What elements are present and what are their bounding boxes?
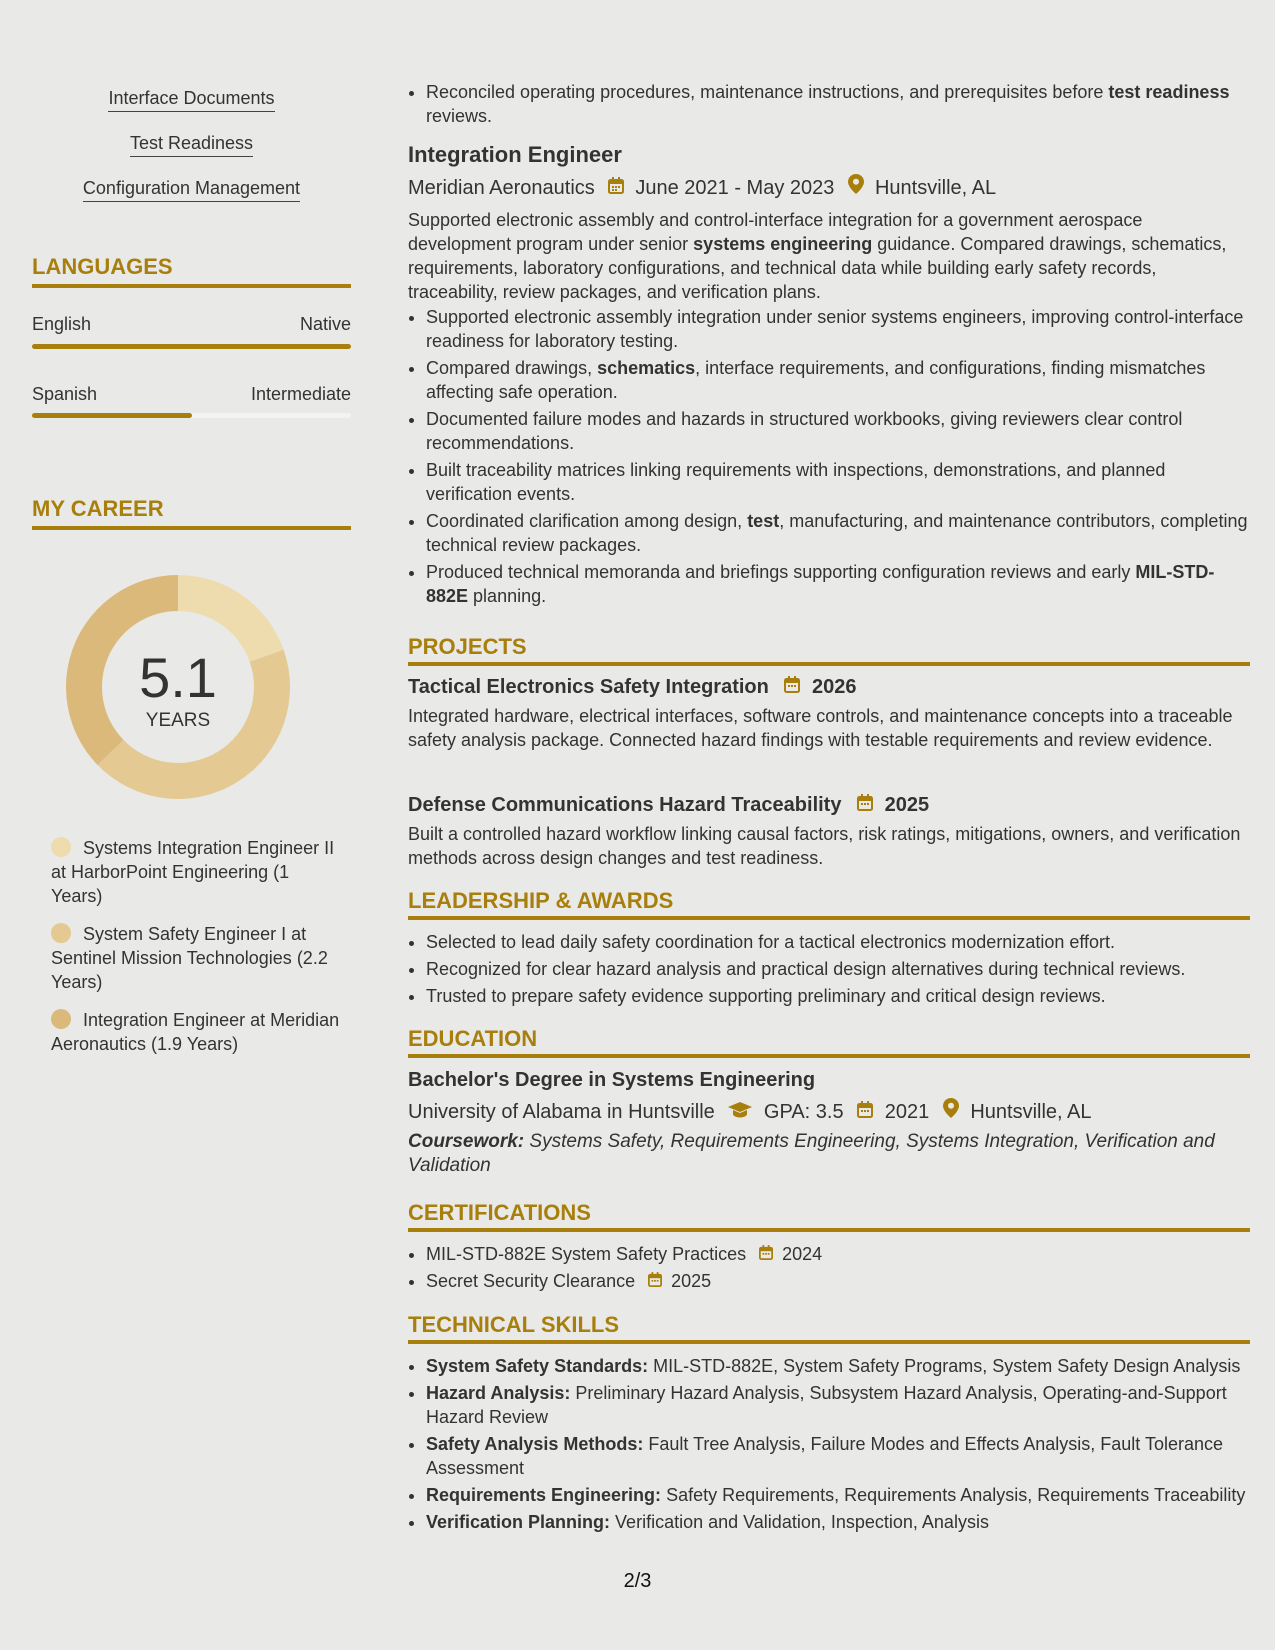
job-summary [408, 208, 1250, 304]
calendar-icon [857, 794, 873, 816]
skill-value: Preliminary Hazard Analysis, Subsystem Hazard Analysis, Operating-and-Support Hazard Review [426, 1383, 1227, 1427]
list-item [426, 509, 1250, 557]
list-item [426, 560, 1250, 608]
page-number: 2/3 [623, 1570, 652, 1592]
language-level: Native [299, 314, 351, 334]
project-title-row [408, 794, 1250, 817]
education-heading: EDUCATION [408, 1026, 1250, 1058]
bullet-text: Produced technical memoranda and briefings supporting configuration reviews and early [426, 562, 1136, 582]
link-list [32, 88, 351, 223]
bullet-text: reviews. [426, 106, 493, 126]
skill-label: System Safety Standards: [426, 1356, 649, 1376]
career-legend-item [51, 922, 341, 994]
project-title: Tactical Electronics Safety Integration [408, 676, 769, 698]
bullet-bold: test [747, 511, 780, 531]
project-entry [408, 794, 1250, 870]
languages-heading: LANGUAGES [32, 254, 351, 288]
certifications-heading: CERTIFICATIONS [408, 1200, 1250, 1232]
coursework-list: Systems Safety, Requirements Engineering, Systems Integration, Verification and Validation [408, 1131, 1215, 1176]
coursework [408, 1130, 1250, 1178]
list-item [426, 356, 1250, 404]
list-item: • Built traceability matrices linking requirements with inspections, demonstrations, and planned verification events. [426, 458, 1250, 506]
school-name: University of Alabama in Huntsville [408, 1101, 715, 1123]
skill-label: Verification Planning: [426, 1512, 611, 1532]
bullet-text: Compared drawings, [426, 358, 598, 378]
education-meta [408, 1098, 1250, 1124]
school-location: Huntsville, AL [970, 1101, 1092, 1123]
list-item: • Selected to lead daily safety coordination for a tactical electronics modernization effort. [426, 930, 1268, 954]
job-entry [408, 142, 1250, 611]
career-total-years: 5.1 [139, 646, 217, 709]
skill-label: Requirements Engineering: [426, 1485, 662, 1505]
graduation-year: 2021 [884, 1101, 930, 1123]
bullet-text: Coordinated clarification among design, [426, 511, 748, 531]
language-bar-english [32, 344, 351, 349]
skill-value: Safety Requirements, Requirements Analysis, Requirements Traceability [666, 1485, 1246, 1505]
list-item [426, 1242, 1268, 1266]
carry-over-bullets [408, 80, 1268, 131]
gpa: GPA: 3.5 [763, 1101, 844, 1123]
list-item [426, 1510, 1268, 1534]
link-configuration-management[interactable]: Configuration Management [83, 178, 300, 202]
project-entry [408, 676, 1250, 752]
calendar-icon [784, 676, 800, 698]
link-test-readiness[interactable]: Test Readiness [130, 133, 253, 157]
location-pin-icon [943, 1102, 959, 1122]
career-heading: MY CAREER [32, 496, 351, 530]
summary-text: Supported electronic assembly and control-interface integration for a government aerospace development program under senior [408, 210, 1143, 254]
legend-dot [51, 837, 71, 857]
calendar-icon [857, 1102, 873, 1122]
graduation-cap-icon [728, 1102, 752, 1122]
list-item: • Supported electronic assembly integration under senior systems engineers, improving control-interface readiness for laboratory testing. [426, 305, 1250, 353]
career-legend-label: System Safety Engineer I at Sentinel Mission Technologies (2.2 Years) [51, 924, 328, 992]
list-item [426, 1269, 1268, 1293]
location-pin-icon [848, 178, 869, 198]
skills-list [408, 1354, 1268, 1537]
certifications-list [408, 1242, 1268, 1296]
certification-name: Secret Security Clearance [426, 1271, 636, 1291]
career-legend-item [51, 1008, 341, 1056]
skills-heading: TECHNICAL SKILLS [408, 1312, 1250, 1344]
skill-value: Verification and Validation, Inspection, Analysis [615, 1512, 989, 1532]
project-year: 2026 [811, 676, 857, 698]
bullet-text: , interface requirements, and configurations, finding mismatches affecting safe operation. [426, 358, 1206, 402]
calendar-icon [759, 1244, 773, 1264]
job-dates: June 2021 - May 2023 [635, 177, 835, 199]
language-row-spanish [32, 384, 351, 405]
project-title: Defense Communications Hazard Traceability [408, 794, 842, 816]
legend-dot [51, 1009, 71, 1029]
list-item: • Trusted to prepare safety evidence supporting preliminary and critical design reviews. [426, 984, 1268, 1008]
project-title-row [408, 676, 1250, 699]
job-location: Huntsville, AL [874, 177, 997, 199]
job-company: Meridian Aeronautics [408, 177, 595, 199]
list-item [426, 1432, 1268, 1480]
language-name: English [32, 314, 92, 334]
project-description: Built a controlled hazard workflow linking causal factors, risk ratings, mitigations, owners, and verification methods across design changes and test readiness. [408, 824, 1241, 868]
education-entry [408, 1069, 1250, 1178]
project-year: 2025 [884, 794, 930, 816]
calendar-icon [608, 178, 629, 198]
bullet-bold: test readiness [1108, 82, 1230, 102]
list-item [426, 1483, 1268, 1507]
bullet-text: , manufacturing, and maintenance contributors, completing technical review packages. [426, 511, 1248, 555]
job-meta [408, 174, 1250, 200]
projects-heading: PROJECTS [408, 634, 1250, 666]
degree-title: Bachelor's Degree in Systems Engineering [408, 1069, 816, 1091]
job-title: Integration Engineer [408, 142, 622, 167]
legend-dot [51, 923, 71, 943]
list-item [426, 1354, 1268, 1378]
project-description: Integrated hardware, electrical interfaces, software controls, and maintenance concepts into a traceable safety analysis package. Connected hazard findings with testable requirements and review evidence. [408, 706, 1233, 750]
list-item: • Recognized for clear hazard analysis and practical design alternatives during technical reviews. [426, 957, 1268, 981]
career-total-unit: YEARS [145, 710, 211, 731]
leadership-heading: LEADERSHIP & AWARDS [408, 888, 1250, 920]
list-item [426, 1381, 1268, 1429]
calendar-icon [648, 1271, 662, 1291]
skill-label: Safety Analysis Methods: [426, 1434, 644, 1454]
language-bar-fill [32, 344, 351, 349]
certification-name: MIL-STD-882E System Safety Practices [426, 1244, 747, 1264]
bullet-bold: MIL-STD-882E [426, 562, 1215, 606]
summary-bold: systems engineering [693, 234, 873, 254]
job-bullets [408, 305, 1250, 608]
career-legend-item [51, 836, 341, 908]
link-interface-documents[interactable]: Interface Documents [108, 88, 274, 112]
list-item: • Documented failure modes and hazards in structured workbooks, giving reviewers clear control recommendations. [426, 407, 1250, 455]
skill-label: Hazard Analysis: [426, 1383, 571, 1403]
career-legend-label: Integration Engineer at Meridian Aeronautics (1.9 Years) [51, 1010, 340, 1054]
summary-text: guidance. Compared drawings, schematics, requirements, laboratory configurations, and technical data while building early safety records, traceability, review packages, and verification plans. [408, 234, 1227, 302]
bullet-text: planning. [468, 586, 547, 606]
certification-year: 2024 [782, 1244, 823, 1264]
skill-value: Fault Tree Analysis, Failure Modes and Effects Analysis, Fault Tolerance Assessment [426, 1434, 1224, 1478]
language-bar-fill [32, 413, 192, 418]
leadership-list [408, 930, 1268, 1011]
career-legend [51, 836, 341, 1070]
certification-year: 2025 [671, 1271, 712, 1291]
list-item [426, 80, 1268, 128]
coursework-label: Coursework: [408, 1131, 525, 1152]
language-bar-spanish [32, 413, 351, 418]
bullet-text: Reconciled operating procedures, maintenance instructions, and prerequisites before [426, 82, 1109, 102]
language-row-english [32, 314, 351, 335]
bullet-bold: schematics [597, 358, 696, 378]
language-name: Spanish [32, 384, 98, 404]
skill-value: MIL-STD-882E, System Safety Programs, System Safety Design Analysis [653, 1356, 1241, 1376]
career-legend-label: Systems Integration Engineer II at HarborPoint Engineering (1 Years) [51, 838, 335, 906]
language-level: Intermediate [250, 384, 351, 404]
